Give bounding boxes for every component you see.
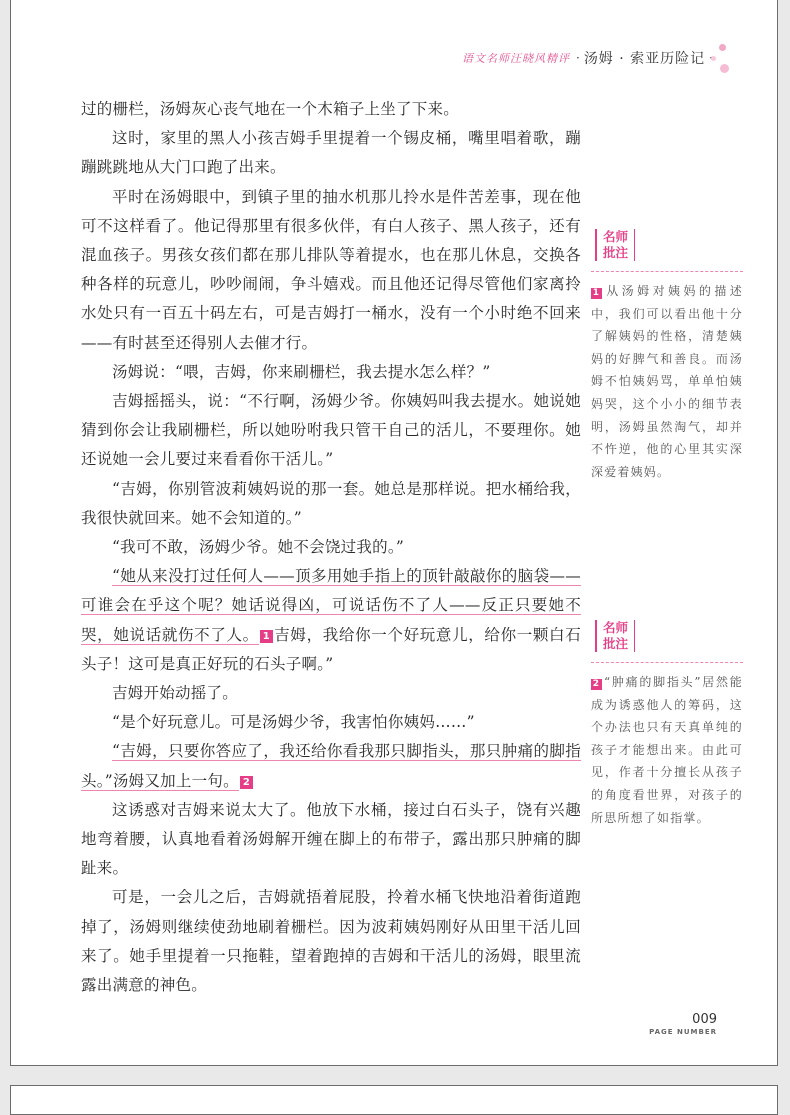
paragraph: 吉姆摇摇头，说：“不行啊，汤姆少爷。你姨妈叫我去提水。她说她猜到你会让我刷栅栏，所以她吩咐我只管干自己的活儿，不要理你。她还说她一会儿要过来看看你干活儿。” <box>81 392 581 469</box>
main-text <box>81 95 581 1000</box>
note-marker-2: 2 <box>592 679 601 689</box>
side-note-2 <box>591 616 743 829</box>
note-text <box>591 280 743 483</box>
paragraph <box>81 737 581 795</box>
paragraph: 吉姆开始动摇了。 <box>112 684 239 703</box>
paragraph: “我可不敢，汤姆少爷。她不会饶过我的。” <box>112 538 405 557</box>
note-label-bottom: 批注 <box>603 245 629 260</box>
note-label-top: 名师 <box>603 229 629 244</box>
paragraph: 过的栅栏，汤姆灰心丧气地在一个木箱子上坐了下来。 <box>81 100 460 118</box>
highlighted-text: “她从来没打过任何人——顶多用她手指上的顶针敲敲你的脑袋——可谁会在乎这个呢？她话说得凶，可说话伤不了人——反正只要她不哭，她说话就伤不了人。 <box>81 567 581 644</box>
note-divider <box>591 271 743 272</box>
page-number-value: 009 <box>692 1012 717 1027</box>
page-number-label: PAGE NUMBER <box>649 1028 717 1036</box>
decor-dot <box>711 56 716 61</box>
series-name: 语文名师汪晓风精评 <box>461 52 570 65</box>
paragraph-text: 吉姆，我给你一个好玩意儿，给你一颗白石头子！这可是真正好玩的石头子啊。” <box>81 625 581 673</box>
note-text <box>591 671 743 829</box>
annotation-marker-2[interactable]: 2 <box>240 776 253 789</box>
note-label-top: 名师 <box>603 620 629 635</box>
page-number <box>649 1012 717 1036</box>
note-divider <box>591 662 743 663</box>
paragraph: “是个好玩意儿。可是汤姆少爷，我害怕你姨妈……” <box>112 713 475 732</box>
paragraph: 这诱惑对吉姆来说太大了。他放下水桶，接过白石头子，饶有兴趣地弯着腰，认真地看着汤姆解开缠在脚上的布带子，露出那只肿痛的脚趾来。 <box>81 800 581 878</box>
note-body: 从汤姆对姨妈的描述中，我们可以看出他十分了解姨妈的性格，清楚姨妈的好脾气和善良。而汤姆不怕姨妈骂，单单怕姨妈哭，这个小小的细节表明，汤姆虽然淘气，却并不忤逆，他的心里其实深深爱着姨妈。 <box>591 284 743 479</box>
note-label <box>595 229 635 261</box>
decorative-dots <box>711 44 731 74</box>
paragraph: 汤姆说：“喂，吉姆，你来刷栅栏，我去提水怎么样？” <box>112 362 491 381</box>
paragraph <box>81 562 581 679</box>
decor-dot <box>719 44 726 51</box>
note-header <box>591 225 743 265</box>
book-title: 汤姆 · 索亚历险记 <box>583 51 706 67</box>
paragraph: “吉姆，你别管波莉姨妈说的那一套。她总是那样说。把水桶给我，我很快就回来。她不会知道的。” <box>81 479 581 527</box>
note-label-bottom: 批注 <box>603 636 629 651</box>
paragraph: 这时，家里的黑人小孩吉姆手里提着一个锡皮桶，嘴里唱着歌，蹦蹦跳跳地从大门口跑了出来。 <box>81 129 581 177</box>
paragraph: 平时在汤姆眼中，到镇子里的抽水机那儿拎水是件苦差事，现在他可不这样看了。他记得那里有很多伙伴，有白人孩子、黑人孩子，还有混血孩子。男孩女孩们都在那儿排队等着提水，也在那儿休息，交换各种各样的玩意儿，吵吵闹闹，争斗嬉戏。而且他还记得尽管他们家离拎水处只有一百五十码左右，可是吉姆打一桶水，没有一个小时绝不回来——有时甚至还得别人去催才行。 <box>81 187 581 352</box>
decor-dot <box>720 64 729 73</box>
note-label <box>595 620 635 652</box>
highlighted-text: “吉姆，只要你答应了，我还给你看我那只脚指头，那只肿痛的脚指头。”汤姆又加上一句。 <box>81 742 581 790</box>
side-note-1 <box>591 225 743 483</box>
running-header <box>462 48 713 68</box>
note-header <box>591 616 743 656</box>
note-body: “肿痛的脚指头”居然能成为诱惑他人的筹码，这个办法也只有天真单纯的孩子才能想出来。由此可见，作者十分擅长从孩子的角度看世界，对孩子的所思所想了如指掌。 <box>591 675 743 825</box>
paragraph: 可是，一会儿之后，吉姆就捂着屁股，拎着水桶飞快地沿着街道跑掉了，汤姆则继续使劲地刷着栅栏。因为波莉姨妈刚好从田里干活儿回来了。她手里提着一只拖鞋，望着跑掉的吉姆和干活儿的汤姆，眼里流露出满意的神色。 <box>81 888 581 995</box>
book-page <box>10 0 778 1066</box>
next-page-edge <box>10 1085 778 1115</box>
annotation-marker-1[interactable]: 1 <box>260 630 273 643</box>
header-separator: · <box>575 51 580 65</box>
note-marker-1: 1 <box>592 288 601 298</box>
